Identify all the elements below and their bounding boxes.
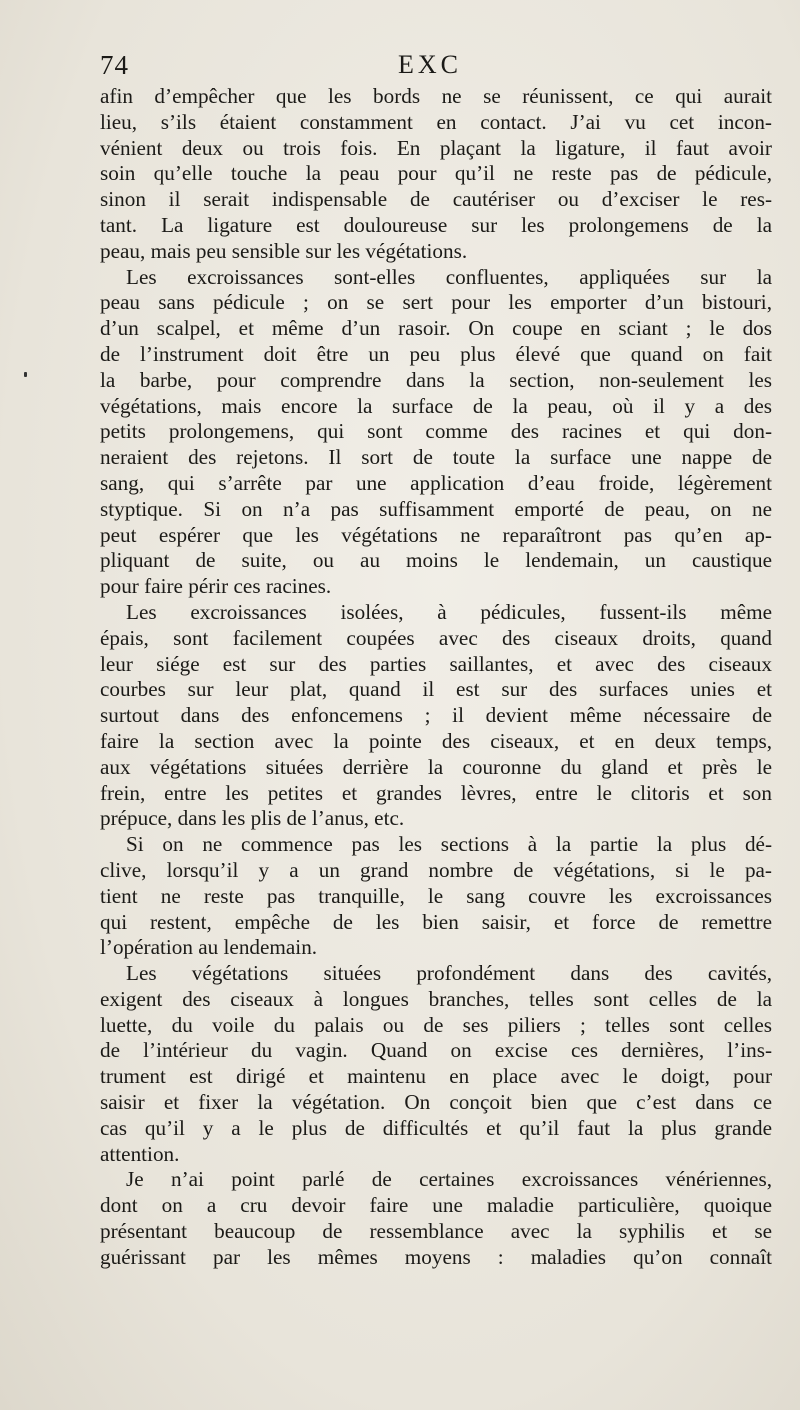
text-line: peau sans pédicule ; on se sert pour les emporter d’un bistouri,: [100, 290, 772, 315]
text-line: vénient deux ou trois fois. En plaçant la ligature, il faut avoir: [100, 135, 772, 160]
text-line: sang, qui s’arrête par une application d’eau froide, légèrement: [100, 470, 772, 495]
paragraph: [100, 961, 772, 1167]
text-line: surtout dans des enfoncemens ; il devient même nécessaire de: [100, 703, 772, 728]
page-header: [98, 50, 772, 86]
text-line: petits prolongemens, qui sont comme des racines et qui don-: [100, 419, 772, 444]
paragraph: [100, 1167, 772, 1270]
text-line: afin d’empêcher que les bords ne se réunissent, ce qui aurait: [100, 84, 772, 108]
text-line: soin qu’elle touche la peau pour qu’il ne reste pas de pédicule,: [100, 161, 772, 186]
text-line: de l’intérieur du vagin. Quand on excise ces dernières, l’ins-: [100, 1038, 772, 1063]
page-number: 74: [100, 50, 129, 80]
text-line: présentant beaucoup de ressemblance avec la syphilis et se: [100, 1219, 772, 1244]
text-line: épais, sont facilement coupées avec des ciseaux droits, quand: [100, 625, 772, 650]
paragraph: [100, 600, 772, 832]
running-head: EXC: [398, 50, 462, 79]
text-line: de l’instrument doit être un peu plus élevé que quand on fait: [100, 341, 772, 366]
text-line: prépuce, dans les plis de l’anus, etc.: [100, 806, 405, 831]
text-line: dont on a cru devoir faire une maladie particulière, quoique: [100, 1193, 772, 1218]
text-line: tient ne reste pas tranquille, le sang couvre les excroissances: [100, 883, 772, 908]
text-line: pliquant de suite, ou au moins le lendemain, un caustique: [100, 548, 772, 573]
text-line: Les excroissances isolées, à pédicules, fussent-ils même: [126, 599, 772, 624]
text-line: qui restent, empêche de les bien saisir, et force de remettre: [100, 909, 772, 934]
text-line: aux végétations situées derrière la couronne du gland et près le: [100, 754, 772, 779]
text-line: Les végétations situées profondément dans des cavités,: [126, 961, 772, 986]
paragraph: [100, 84, 772, 265]
text-line: peut espérer que les végétations ne reparaîtront pas qu’en ap-: [100, 522, 772, 547]
text-line: végétations, mais encore la surface de la peau, où il y a des: [100, 393, 772, 418]
paragraph: [100, 832, 772, 961]
text-line: Si on ne commence pas les sections à la partie la plus dé-: [126, 832, 772, 857]
text-line: trument est dirigé et maintenu en place avec le doigt, pour: [100, 1064, 772, 1089]
text-line: faire la section avec la pointe des ciseaux, et en deux temps,: [100, 728, 772, 753]
text-line: styptique. Si on n’a pas suffisamment emporté de peau, on ne: [100, 496, 772, 521]
body-text: [100, 84, 772, 1271]
text-line: Je n’ai point parlé de certaines excroissances vénériennes,: [126, 1167, 772, 1192]
text-line: frein, entre les petites et grandes lèvres, entre le clitoris et son: [100, 780, 772, 805]
text-line: tant. La ligature est douloureuse sur les prolongemens de la: [100, 212, 772, 237]
text-line: cas qu’il y a le plus de difficultés et qu’il faut la plus grande: [100, 1115, 772, 1140]
text-line: lieu, s’ils étaient constamment en contact. J’ai vu cet incon-: [100, 109, 772, 134]
text-line: clive, lorsqu’il y a un grand nombre de végétations, si le pa-: [100, 857, 772, 882]
text-line: courbes sur leur plat, quand il est sur des surfaces unies et: [100, 677, 772, 702]
text-line: neraient des rejetons. Il sort de toute la surface une nappe de: [100, 445, 772, 470]
text-line: la barbe, pour comprendre dans la section, non-seulement les: [100, 367, 772, 392]
text-line: luette, du voile du palais ou de ses piliers ; telles sont celles: [100, 1012, 772, 1037]
text-line: peau, mais peu sensible sur les végétations.: [100, 238, 468, 263]
text-line: l’opération au lendemain.: [100, 935, 318, 960]
text-line: pour faire périr ces racines.: [100, 574, 332, 599]
text-line: attention.: [100, 1141, 180, 1166]
text-line: Les excroissances sont-elles confluentes, appliquées sur la: [126, 264, 772, 289]
text-line: leur siége est sur des parties saillantes, et avec des ciseaux: [100, 651, 772, 676]
text-line: sinon il serait indispensable de cautériser ou d’exciser le res-: [100, 187, 772, 212]
text-line: guérissant par les mêmes moyens : maladies qu’on connaît: [100, 1244, 772, 1269]
text-line: saisir et fixer la végétation. On conçoit bien que c’est dans ce: [100, 1090, 772, 1115]
text-line: d’un scalpel, et même d’un rasoir. On coupe en sciant ; le dos: [100, 316, 772, 341]
text-line: exigent des ciseaux à longues branches, telles sont celles de la: [100, 986, 772, 1011]
margin-ink-mark: [24, 372, 27, 377]
paragraph: [100, 265, 772, 600]
